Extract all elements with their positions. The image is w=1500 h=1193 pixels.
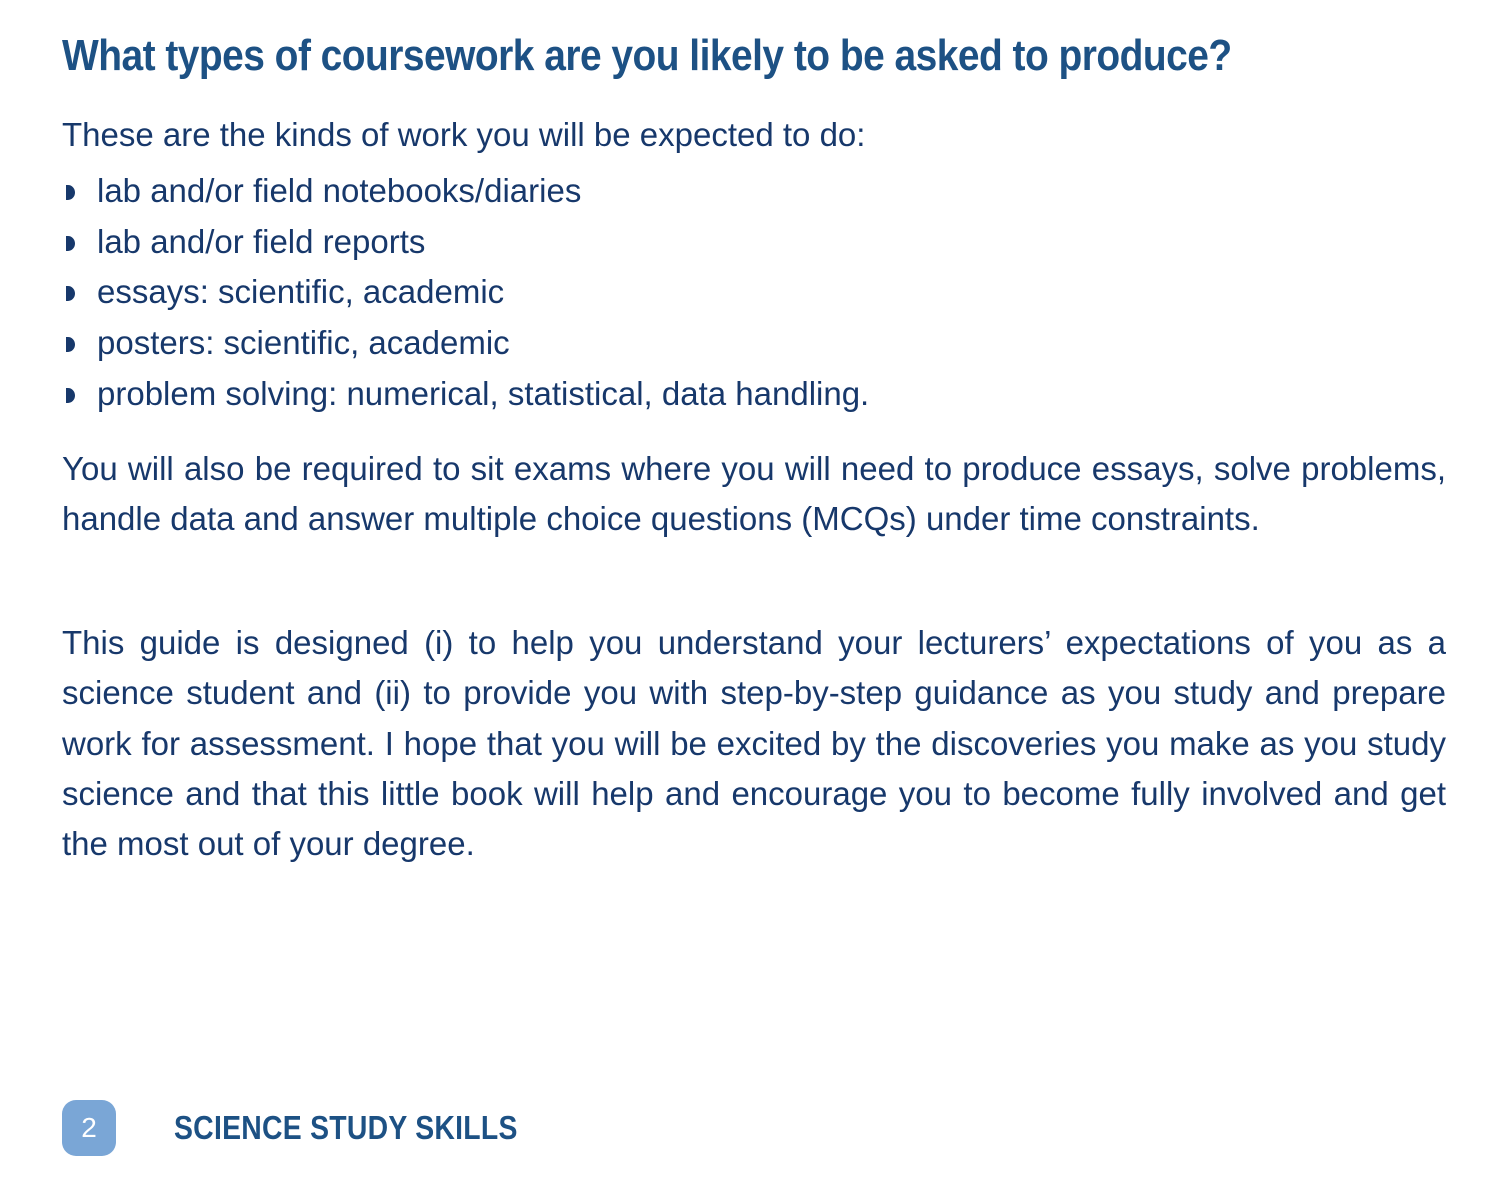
list-item (62, 166, 869, 217)
list-item (62, 217, 869, 268)
bullet-icon (66, 185, 75, 200)
exams-paragraph: You will also be required to sit exams where you will need to produce essays, solve problems, handle data and answer multiple choice questions (MCQs) under time constraints. (62, 450, 1446, 538)
guide-purpose-paragraph: This guide is designed (i) to help you understand your lecturers’ expectations of you as a science student and (ii) to provide you with step-by-step guidance as you study and prepare work for assessment. I hope that you will be excited by the discoveries you make as you study science and that this little book will help and encourage you to become fully involved and get the most out of your degree. (62, 624, 1446, 863)
bullet-icon (66, 337, 75, 352)
page-number-badge: 2 (62, 1100, 116, 1156)
list-item-text: problem solving: numerical, statistical, data handling. (97, 374, 870, 412)
list-item (62, 369, 869, 420)
page-footer (62, 1100, 662, 1156)
coursework-list (62, 166, 869, 419)
list-item (62, 267, 869, 318)
list-item-text: posters: scientific, academic (97, 324, 510, 362)
intro-text: These are the kinds of work you will be expected to do: (62, 116, 866, 153)
page-heading: What types of coursework are you likely to be asked to produce? (62, 31, 1232, 80)
list-item-text: lab and/or field notebooks/diaries (97, 172, 582, 209)
bullet-icon (66, 388, 75, 403)
list-item-text: lab and/or field reports (97, 222, 426, 260)
list-item-text: essays: scientific, academic (97, 273, 505, 311)
list-item (62, 318, 869, 369)
book-title: SCIENCE STUDY SKILLS (174, 1109, 518, 1146)
bullet-icon (66, 236, 75, 251)
bullet-icon (66, 286, 75, 301)
